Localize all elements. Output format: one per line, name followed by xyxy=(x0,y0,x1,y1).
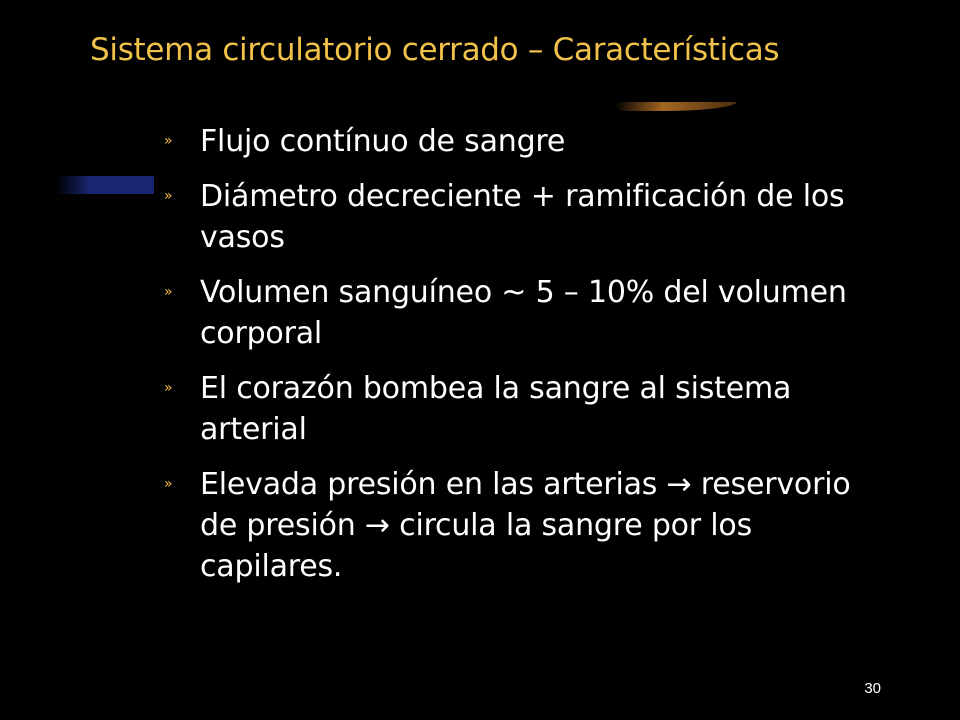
arrowhead-bullet-icon: » xyxy=(164,133,173,149)
bullet-item xyxy=(164,272,864,354)
bullet-text: Volumen sanguíneo ~ 5 – 10% del volumen corporal xyxy=(200,275,847,351)
decorative-orange-streak xyxy=(613,102,736,111)
bullet-text: Elevada presión en las arterias → reservorio de presión → circula la sangre por los capilares. xyxy=(200,467,851,584)
bullet-item xyxy=(164,464,864,587)
bullet-item xyxy=(164,176,864,258)
bullet-list xyxy=(164,121,864,601)
arrowhead-bullet-icon: » xyxy=(164,380,173,396)
arrowhead-bullet-icon: » xyxy=(164,188,173,204)
arrowhead-bullet-icon: » xyxy=(164,476,173,492)
bullet-item xyxy=(164,121,864,162)
decorative-blue-streak xyxy=(56,176,154,194)
bullet-text: El corazón bombea la sangre al sistema arterial xyxy=(200,371,792,447)
bullet-text: Flujo contínuo de sangre xyxy=(200,124,566,159)
arrowhead-bullet-icon: » xyxy=(164,284,173,300)
page-number: 30 xyxy=(864,680,881,697)
slide-title: Sistema circulatorio cerrado – Características xyxy=(90,32,780,68)
bullet-text: Diámetro decreciente + ramificación de los vasos xyxy=(200,179,845,255)
bullet-item xyxy=(164,368,864,450)
